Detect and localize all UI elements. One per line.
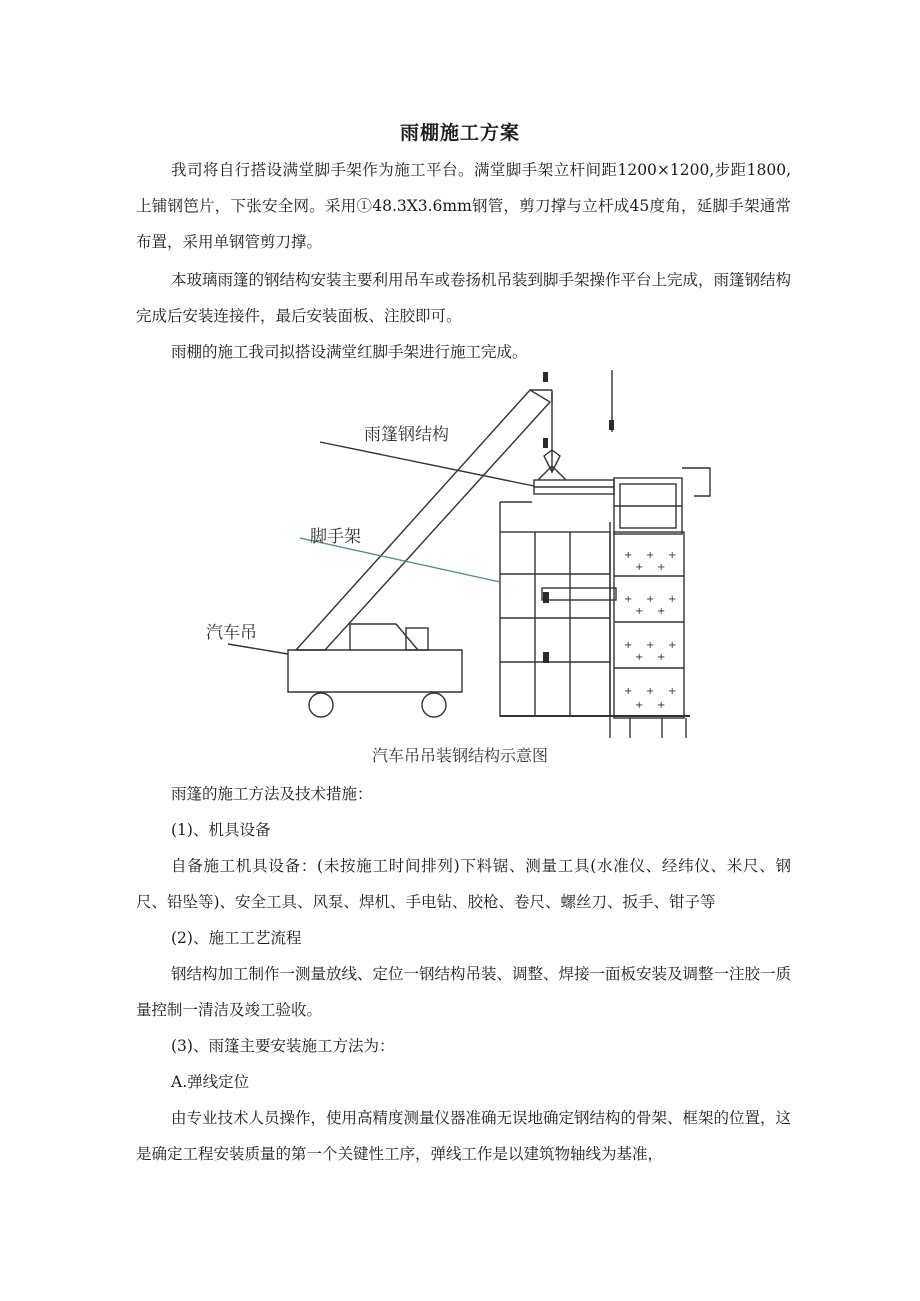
section-2-title: (2)、施工工艺流程 <box>171 929 302 947</box>
svg-text:+: + <box>646 594 655 605</box>
svg-text:+: + <box>646 550 655 561</box>
svg-text:+: + <box>635 562 644 573</box>
figure-caption: 汽车吊吊装钢结构示意图 <box>371 746 548 765</box>
label-scaffold: 脚手架 <box>310 527 361 547</box>
page-title: 雨棚施工方案 <box>399 122 520 144</box>
svg-text:+: + <box>624 640 633 651</box>
svg-text:+: + <box>657 700 666 711</box>
svg-text:+: + <box>646 640 655 651</box>
label-truck-crane: 汽车吊 <box>206 623 257 643</box>
paragraph-scaffold: 我司将自行搭设满堂脚手架作为施工平台。满堂脚手架立杆间距1200×1200,步距1800,上铺钢笆片，下张安全网。采用①48.3X3.6mm钢管，剪刀撑与立杆成45度角，延脚手架通常布置，采用单钢管剪刀撑。 <box>136 161 791 251</box>
svg-text:+: + <box>657 652 666 663</box>
section-3-title: (3)、雨篷主要安装施工方法为： <box>171 1037 395 1055</box>
paragraph-scaffold-plan: 雨棚的施工我司拟搭设满堂红脚手架进行施工完成。 <box>171 343 528 361</box>
label-canopy-steel: 雨篷钢结构 <box>364 425 449 445</box>
svg-text:+: + <box>624 550 633 561</box>
svg-text:+: + <box>668 594 677 605</box>
svg-text:+: + <box>668 640 677 651</box>
section-intro: 雨篷的施工方法及技术措施： <box>171 785 373 803</box>
svg-text:+: + <box>646 686 655 697</box>
crane-lifting-diagram <box>200 362 720 742</box>
paragraph-steel-install: 本玻璃雨篷的钢结构安装主要利用吊车或卷扬机吊装到脚手架操作平台上完成，雨篷钢结构完成后安装连接件，最后安装面板、注胶即可。 <box>136 271 792 325</box>
svg-text:+: + <box>668 686 677 697</box>
svg-text:+: + <box>624 594 633 605</box>
svg-text:+: + <box>668 550 677 561</box>
subsection-a-title: A.弹线定位 <box>171 1073 250 1091</box>
section-1-title: (1)、机具设备 <box>171 821 271 839</box>
section-2-body: 钢结构加工制作一测量放线、定位一钢结构吊装、调整、焊接一面板安装及调整一注胶一质量控制一清洁及竣工验收。 <box>136 965 792 1019</box>
svg-text:+: + <box>624 686 633 697</box>
svg-text:+: + <box>635 606 644 617</box>
svg-text:+: + <box>657 562 666 573</box>
subsection-a-body: 由专业技术人员操作，使用高精度测量仪器准确无误地确定钢结构的骨架、框架的位置，这是确定工程安装质量的第一个关键性工序，弹线工作是以建筑物轴线为基准， <box>136 1109 792 1163</box>
svg-text:+: + <box>657 606 666 617</box>
svg-text:+: + <box>635 652 644 663</box>
section-1-body: 自备施工机具设备：(未按施工时间排列)下料锯、测量工具(水准仪、经纬仪、米尺、钢尺、铅坠等)、安全工具、风泵、焊机、手电钻、胶枪、卷尺、螺丝刀、扳手、钳子等 <box>136 857 791 911</box>
svg-text:+: + <box>635 700 644 711</box>
